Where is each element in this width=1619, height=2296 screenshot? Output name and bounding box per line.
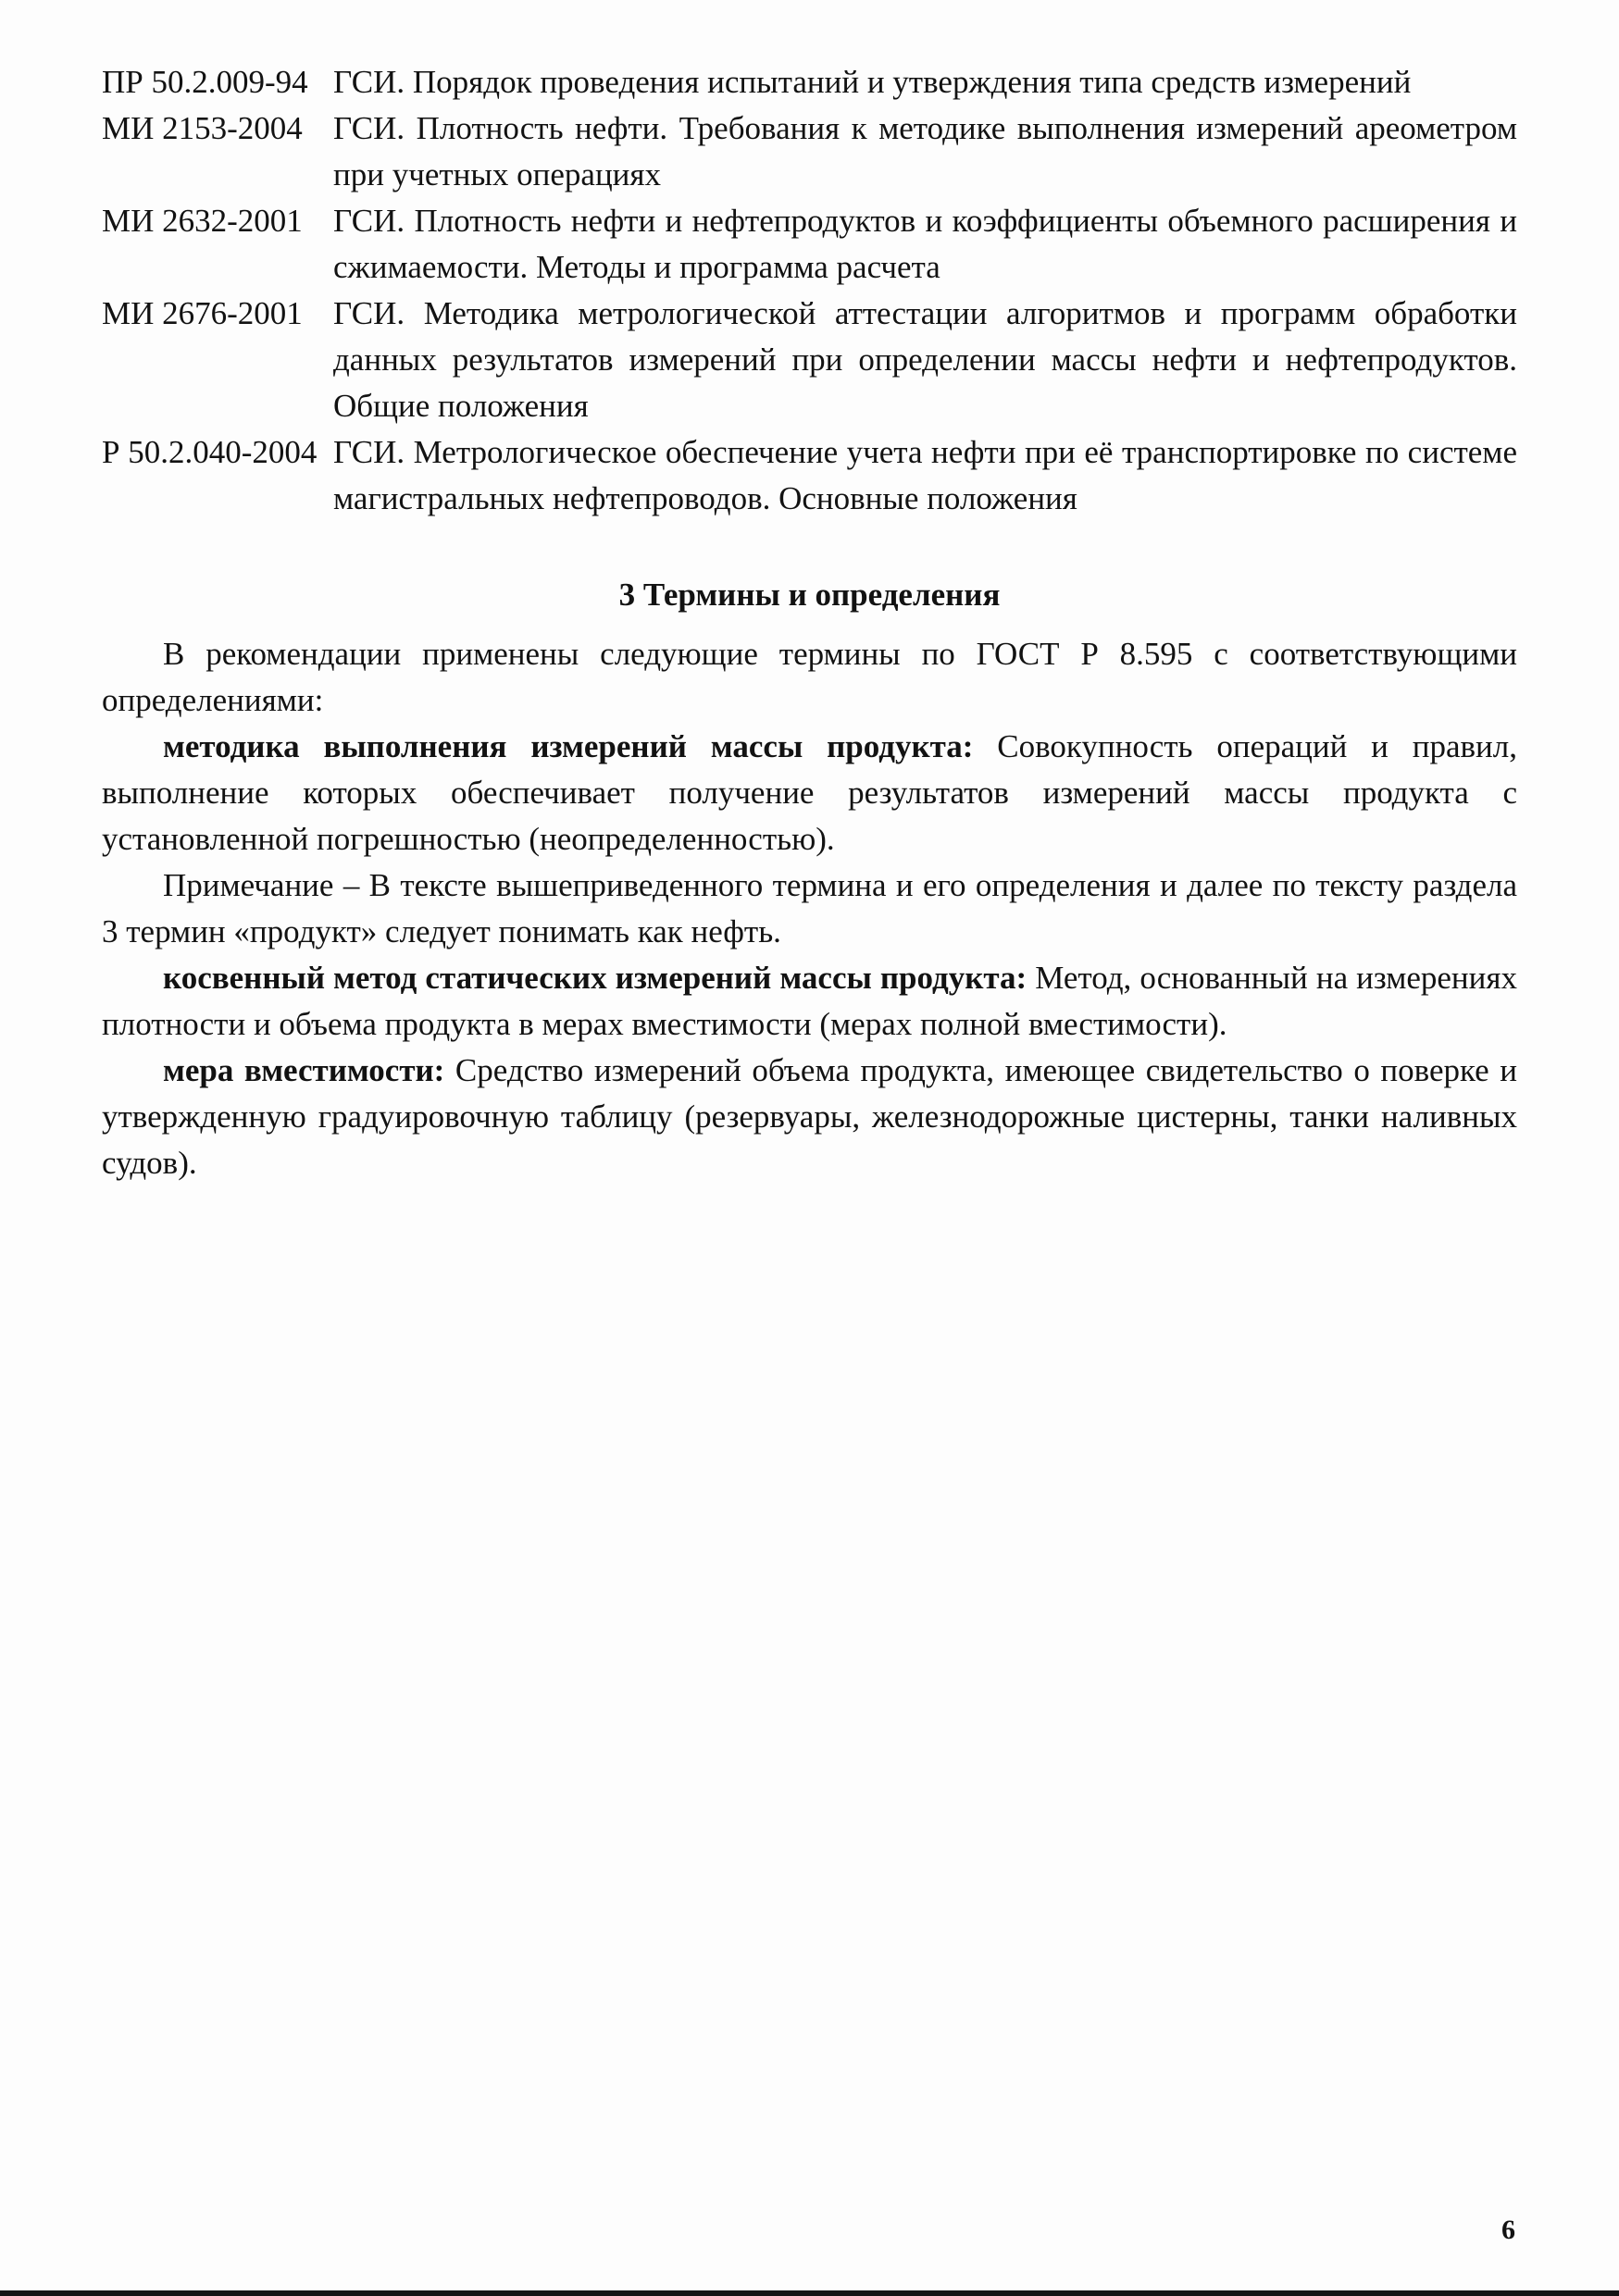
reference-row <box>102 291 1517 429</box>
paragraph-term-definition <box>102 724 1517 863</box>
term-bold: методика выполнения измерений массы продукта: <box>163 728 974 764</box>
term-bold: косвенный метод статических измерений массы продукта: <box>163 960 1027 996</box>
paragraph-text: Примечание – В тексте вышеприведенного термина и его определения и далее по тексту раздела 3 термин «продукт» следует понимать как нефть. <box>102 867 1517 949</box>
scan-edge-artifact <box>0 2290 1619 2296</box>
reference-row <box>102 105 1517 198</box>
reference-code: МИ 2153-2004 <box>102 110 303 146</box>
reference-description: ГСИ. Плотность нефти. Требования к методике выполнения измерений ареометром при учетных операциях <box>333 110 1517 192</box>
reference-code: МИ 2632-2001 <box>102 203 303 239</box>
reference-row <box>102 198 1517 291</box>
reference-description: ГСИ. Метрологическое обеспечение учета нефти при её транспортировке по системе магистральных нефтепроводов. Основные положения <box>333 434 1517 516</box>
paragraph-text: В рекомендации применены следующие термины по ГОСТ Р 8.595 с соответствующими определениями: <box>102 636 1517 718</box>
section-heading: 3 Термины и определения <box>618 577 1001 613</box>
reference-description: ГСИ. Плотность нефти и нефтепродуктов и коэффициенты объемного расширения и сжимаемости. Методы и программа расчета <box>333 203 1517 285</box>
paragraph-text: Метод, основанный на измерениях плотности и объема продукта в мерах вместимости (мерах полной вместимости). <box>102 960 1517 1042</box>
reference-code: МИ 2676-2001 <box>102 295 303 331</box>
reference-row <box>102 59 1517 105</box>
reference-description: ГСИ. Методика метрологической аттестации алгоритмов и программ обработки данных результатов измерений при определении массы нефти и нефтепродуктов. Общие положения <box>333 295 1517 424</box>
reference-row <box>102 429 1517 522</box>
reference-code: ПР 50.2.009-94 <box>102 64 308 100</box>
reference-code: Р 50.2.040-2004 <box>102 434 318 470</box>
paragraph-term-definition <box>102 1048 1517 1186</box>
paragraph-note <box>102 863 1517 955</box>
paragraph-text: Совокупность операций и правил, выполнение которых обеспечивает получение результатов измерений массы продукта с установленной погрешностью (неопределенностью). <box>102 728 1517 857</box>
paragraph-term-definition <box>102 955 1517 1048</box>
reference-description: ГСИ. Порядок проведения испытаний и утверждения типа средств измерений <box>333 64 1412 100</box>
page-number: 6 <box>1501 2215 1515 2245</box>
paragraph-text: Средство измерений объема продукта, имеющее свидетельство о поверке и утвержденную градуировочную таблицу (резервуары, железнодорожные цистерны, танки наливных судов). <box>102 1052 1517 1181</box>
references-list <box>102 59 1517 522</box>
term-bold: мера вместимости: <box>163 1052 445 1088</box>
paragraph-intro <box>102 631 1517 724</box>
